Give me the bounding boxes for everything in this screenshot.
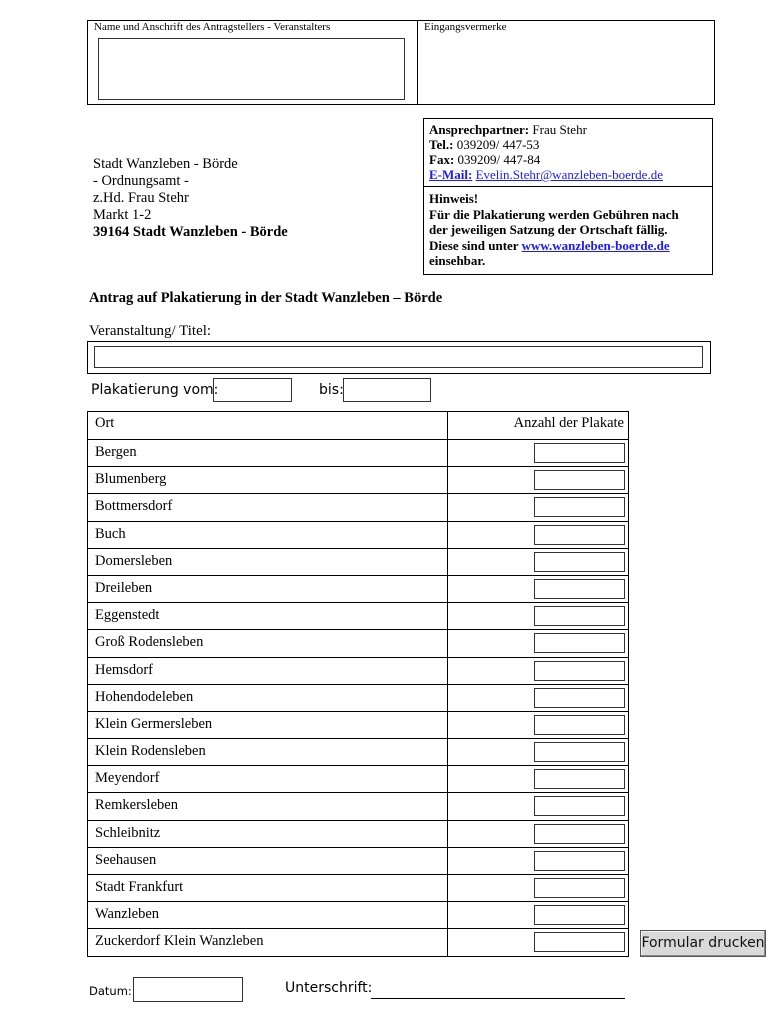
poster-count-input[interactable] xyxy=(534,824,625,844)
date-from-label: Plakatierung vom: xyxy=(91,382,219,398)
town-name: Groß Rodensleben xyxy=(95,634,204,651)
receipt-label: Eingangsvermerke xyxy=(424,21,507,33)
poster-count-input[interactable] xyxy=(534,525,625,545)
town-name: Eggenstedt xyxy=(95,607,160,624)
contact-tel: Tel.: 039209/ 447-53 xyxy=(429,137,540,152)
town-name: Klein Germersleben xyxy=(95,715,213,732)
table-row xyxy=(88,657,628,684)
poster-count-input[interactable] xyxy=(534,606,625,626)
town-name: Wanzleben xyxy=(95,906,160,923)
poster-count-input[interactable] xyxy=(534,552,625,572)
poster-count-input[interactable] xyxy=(534,769,625,789)
poster-count-input[interactable] xyxy=(534,796,625,816)
address-line: z.Hd. Frau Stehr xyxy=(93,190,189,206)
town-name: Domersleben xyxy=(95,552,173,569)
contact-box xyxy=(423,118,713,275)
contact-email: E-Mail: Evelin.Stehr@wanzleben-boerde.de xyxy=(429,167,663,182)
poster-count-input[interactable] xyxy=(534,579,625,599)
table-row xyxy=(88,629,628,656)
town-name: Seehausen xyxy=(95,851,157,868)
poster-count-input[interactable] xyxy=(534,905,625,925)
date-from-input[interactable] xyxy=(213,378,292,402)
town-name: Bergen xyxy=(95,444,137,460)
table-body xyxy=(88,439,628,956)
event-title-input[interactable] xyxy=(94,346,703,368)
table-row xyxy=(88,765,628,792)
address-line-bold: 39164 Stadt Wanzleben - Börde xyxy=(93,224,288,240)
poster-count-input[interactable] xyxy=(534,633,625,653)
town-name: Zuckerdorf Klein Wanzleben xyxy=(95,933,264,950)
table-row xyxy=(88,521,628,548)
table-header xyxy=(88,412,628,439)
poster-table xyxy=(87,411,629,957)
poster-count-input[interactable] xyxy=(534,742,625,762)
date-to-label: bis: xyxy=(319,382,344,398)
contact-divider xyxy=(424,186,712,187)
contact-person: Ansprechpartner: Frau Stehr xyxy=(429,122,587,137)
print-form-button[interactable]: Formular drucken xyxy=(640,930,766,957)
applicant-label: Name und Anschrift des Antragstellers - Veranstalters xyxy=(94,21,331,33)
table-row xyxy=(88,548,628,575)
poster-count-input[interactable] xyxy=(534,443,625,463)
address-line: Markt 1-2 xyxy=(93,207,152,223)
poster-count-input[interactable] xyxy=(534,497,625,517)
poster-count-input[interactable] xyxy=(534,661,625,681)
table-row xyxy=(88,575,628,602)
header-box xyxy=(87,20,715,105)
town-name: Schleibnitz xyxy=(95,824,161,841)
table-row xyxy=(88,792,628,819)
poster-count-input[interactable] xyxy=(534,470,625,490)
town-name: Hohendodeleben xyxy=(95,688,194,705)
table-row xyxy=(88,439,628,466)
applicant-address-field[interactable] xyxy=(98,38,405,100)
signature-line[interactable] xyxy=(371,998,625,999)
column-header-count: Anzahl der Plakate xyxy=(513,415,624,431)
town-name: Buch xyxy=(95,525,126,542)
date-label: Datum: xyxy=(89,984,132,998)
website-link[interactable]: www.wanzleben-boerde.de xyxy=(521,237,670,253)
poster-count-input[interactable] xyxy=(534,851,625,871)
table-row xyxy=(88,466,628,493)
signature-label: Unterschrift: xyxy=(285,980,373,996)
town-name: Bottmersdorf xyxy=(95,498,173,515)
poster-count-input[interactable] xyxy=(534,932,625,952)
town-name: Meyendorf xyxy=(95,770,160,787)
town-name: Hemsdorf xyxy=(95,661,153,678)
form-title: Antrag auf Plakatierung in der Stadt Wanzleben – Börde xyxy=(89,290,443,306)
address-line: - Ordnungsamt - xyxy=(93,173,189,189)
table-row xyxy=(88,684,628,711)
email-link[interactable]: Evelin.Stehr@wanzleben-boerde.de xyxy=(475,167,663,182)
event-title-label: Veranstaltung/ Titel: xyxy=(89,323,212,339)
date-input[interactable] xyxy=(133,977,243,1002)
table-row xyxy=(88,901,628,928)
town-name: Klein Rodensleben xyxy=(95,743,206,760)
town-name: Dreileben xyxy=(95,579,153,596)
table-row xyxy=(88,738,628,765)
contact-fax: Fax: 039209/ 447-84 xyxy=(429,152,541,167)
recipient-address xyxy=(93,156,288,241)
header-divider xyxy=(417,21,418,104)
table-row xyxy=(88,820,628,847)
address-line: Stadt Wanzleben - Börde xyxy=(93,156,238,172)
town-name: Remkersleben xyxy=(95,797,178,814)
table-row xyxy=(88,874,628,901)
table-row xyxy=(88,711,628,738)
date-to-input[interactable] xyxy=(343,378,431,402)
table-row xyxy=(88,847,628,874)
poster-count-input[interactable] xyxy=(534,688,625,708)
table-row xyxy=(88,493,628,520)
table-row xyxy=(88,602,628,629)
column-header-place: Ort xyxy=(95,415,115,431)
table-row xyxy=(88,928,628,955)
poster-count-input[interactable] xyxy=(534,715,625,735)
town-name: Blumenberg xyxy=(95,471,167,488)
town-name: Stadt Frankfurt xyxy=(95,879,184,895)
event-title-box xyxy=(87,341,711,374)
poster-count-input[interactable] xyxy=(534,878,625,898)
fee-notice: Hinweis! Für die Plakatierung werden Gebühren nach der jeweiligen Satzung der Ortschaft fällig. Diese sind unter www.wanzleben-boerde.de einsehbar. xyxy=(429,191,679,268)
